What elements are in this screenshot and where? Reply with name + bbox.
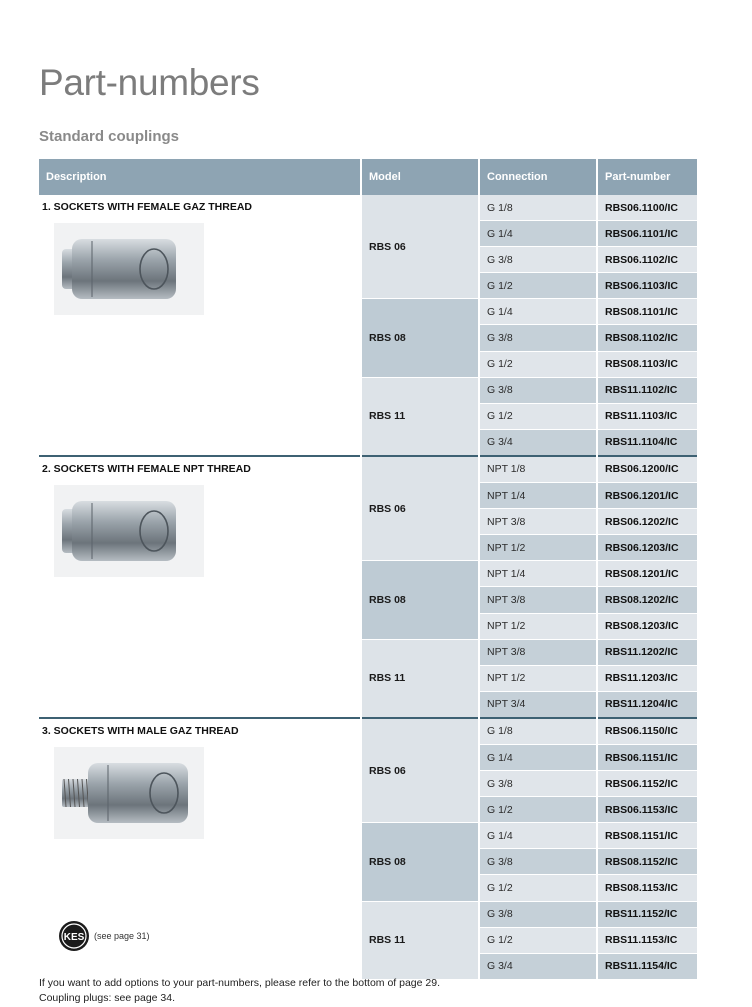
connection-cell: G 1/2: [479, 927, 597, 953]
connection-cell: G 1/4: [479, 823, 597, 849]
header-model: Model: [361, 159, 479, 195]
connection-cell: NPT 1/8: [479, 456, 597, 483]
part-number-cell: RBS11.1202/IC: [597, 639, 697, 665]
part-numbers-table: [39, 159, 697, 980]
header-connection: Connection: [479, 159, 597, 195]
connection-cell: NPT 1/2: [479, 613, 597, 639]
connection-cell: G 1/2: [479, 797, 597, 823]
connection-cell: NPT 3/8: [479, 639, 597, 665]
model-cell: RBS 11: [361, 901, 479, 979]
part-number-cell: RBS11.1152/IC: [597, 901, 697, 927]
table-row: [39, 718, 697, 745]
male-gaz-socket-photo: [54, 747, 360, 842]
part-number-cell: RBS08.1101/IC: [597, 299, 697, 325]
part-number-cell: RBS08.1102/IC: [597, 325, 697, 351]
table-row: [39, 456, 697, 483]
connection-cell: G 1/4: [479, 221, 597, 247]
part-number-cell: RBS06.1100/IC: [597, 195, 697, 221]
connection-cell: NPT 3/4: [479, 691, 597, 718]
part-number-cell: RBS06.1203/IC: [597, 535, 697, 561]
part-number-cell: RBS06.1202/IC: [597, 509, 697, 535]
part-number-cell: RBS06.1150/IC: [597, 718, 697, 745]
part-number-cell: RBS11.1103/IC: [597, 403, 697, 429]
footer-line-options: If you want to add options to your part-numbers, please refer to the bottom of page 29.: [39, 977, 440, 989]
part-number-cell: RBS08.1151/IC: [597, 823, 697, 849]
table-header-row: [39, 159, 697, 195]
connection-cell: G 1/2: [479, 351, 597, 377]
connection-cell: G 1/4: [479, 299, 597, 325]
section-title: 1. SOCKETS WITH FEMALE GAZ THREAD: [42, 201, 252, 213]
part-number-cell: RBS08.1201/IC: [597, 561, 697, 587]
part-number-cell: RBS11.1203/IC: [597, 665, 697, 691]
section-title: 3. SOCKETS WITH MALE GAZ THREAD: [42, 724, 239, 737]
section-title: 2. SOCKETS WITH FEMALE NPT THREAD: [42, 462, 251, 475]
kes-note: (see page 31): [94, 931, 150, 941]
part-number-cell: RBS11.1154/IC: [597, 953, 697, 979]
part-number-cell: RBS08.1202/IC: [597, 587, 697, 613]
model-cell: RBS 06: [361, 456, 479, 561]
header-description: Description: [39, 159, 361, 195]
connection-cell: G 1/2: [479, 875, 597, 901]
connection-cell: G 3/8: [479, 901, 597, 927]
model-cell: RBS 06: [361, 195, 479, 299]
model-cell: RBS 11: [361, 377, 479, 456]
connection-cell: G 3/4: [479, 429, 597, 456]
part-number-cell: RBS06.1201/IC: [597, 483, 697, 509]
connection-cell: NPT 3/8: [479, 587, 597, 613]
connection-cell: G 3/8: [479, 325, 597, 351]
part-number-cell: RBS06.1151/IC: [597, 744, 697, 770]
connection-cell: G 3/8: [479, 771, 597, 797]
part-number-cell: RBS06.1153/IC: [597, 797, 697, 823]
model-cell: RBS 08: [361, 299, 479, 377]
model-cell: RBS 08: [361, 823, 479, 901]
header-part-number: Part-number: [597, 159, 697, 195]
part-number-cell: RBS11.1153/IC: [597, 927, 697, 953]
connection-cell: G 3/8: [479, 377, 597, 403]
connection-cell: NPT 1/4: [479, 561, 597, 587]
part-number-cell: RBS08.1152/IC: [597, 849, 697, 875]
connection-cell: G 3/8: [479, 247, 597, 273]
kes-reference: [58, 920, 150, 952]
part-number-cell: RBS06.1200/IC: [597, 456, 697, 483]
model-cell: RBS 06: [361, 718, 479, 823]
connection-cell: NPT 1/2: [479, 665, 597, 691]
part-number-cell: RBS11.1204/IC: [597, 691, 697, 718]
connection-cell: G 1/2: [479, 273, 597, 299]
table-body: [39, 195, 697, 979]
page-title: Part-numbers: [39, 62, 260, 103]
kes-logo-icon: [58, 920, 90, 952]
part-number-cell: RBS08.1153/IC: [597, 875, 697, 901]
section-description: [39, 195, 361, 456]
part-number-cell: RBS08.1203/IC: [597, 613, 697, 639]
part-number-cell: RBS06.1152/IC: [597, 771, 697, 797]
connection-cell: NPT 1/4: [479, 483, 597, 509]
part-number-cell: RBS06.1103/IC: [597, 273, 697, 299]
footer-notes: [39, 976, 440, 1006]
section-subtitle: Standard couplings: [39, 128, 180, 145]
part-number-cell: RBS06.1102/IC: [597, 247, 697, 273]
kes-logo-text: KES: [63, 932, 85, 943]
footer-line-plugs: Coupling plugs: see page 34.: [39, 992, 176, 1004]
model-cell: RBS 08: [361, 561, 479, 639]
part-number-cell: RBS11.1102/IC: [597, 377, 697, 403]
model-cell: RBS 11: [361, 639, 479, 718]
female-gaz-socket-photo: [54, 223, 360, 318]
connection-cell: G 1/8: [479, 195, 597, 221]
section-description: [39, 456, 361, 718]
connection-cell: G 3/4: [479, 953, 597, 979]
connection-cell: G 1/8: [479, 718, 597, 745]
connection-cell: G 1/4: [479, 744, 597, 770]
connection-cell: G 1/2: [479, 403, 597, 429]
female-npt-socket-photo: [54, 485, 360, 580]
part-number-cell: RBS08.1103/IC: [597, 351, 697, 377]
part-number-cell: RBS11.1104/IC: [597, 429, 697, 456]
table-row: [39, 195, 697, 221]
connection-cell: NPT 3/8: [479, 509, 597, 535]
connection-cell: G 3/8: [479, 849, 597, 875]
part-number-cell: RBS06.1101/IC: [597, 221, 697, 247]
connection-cell: NPT 1/2: [479, 535, 597, 561]
